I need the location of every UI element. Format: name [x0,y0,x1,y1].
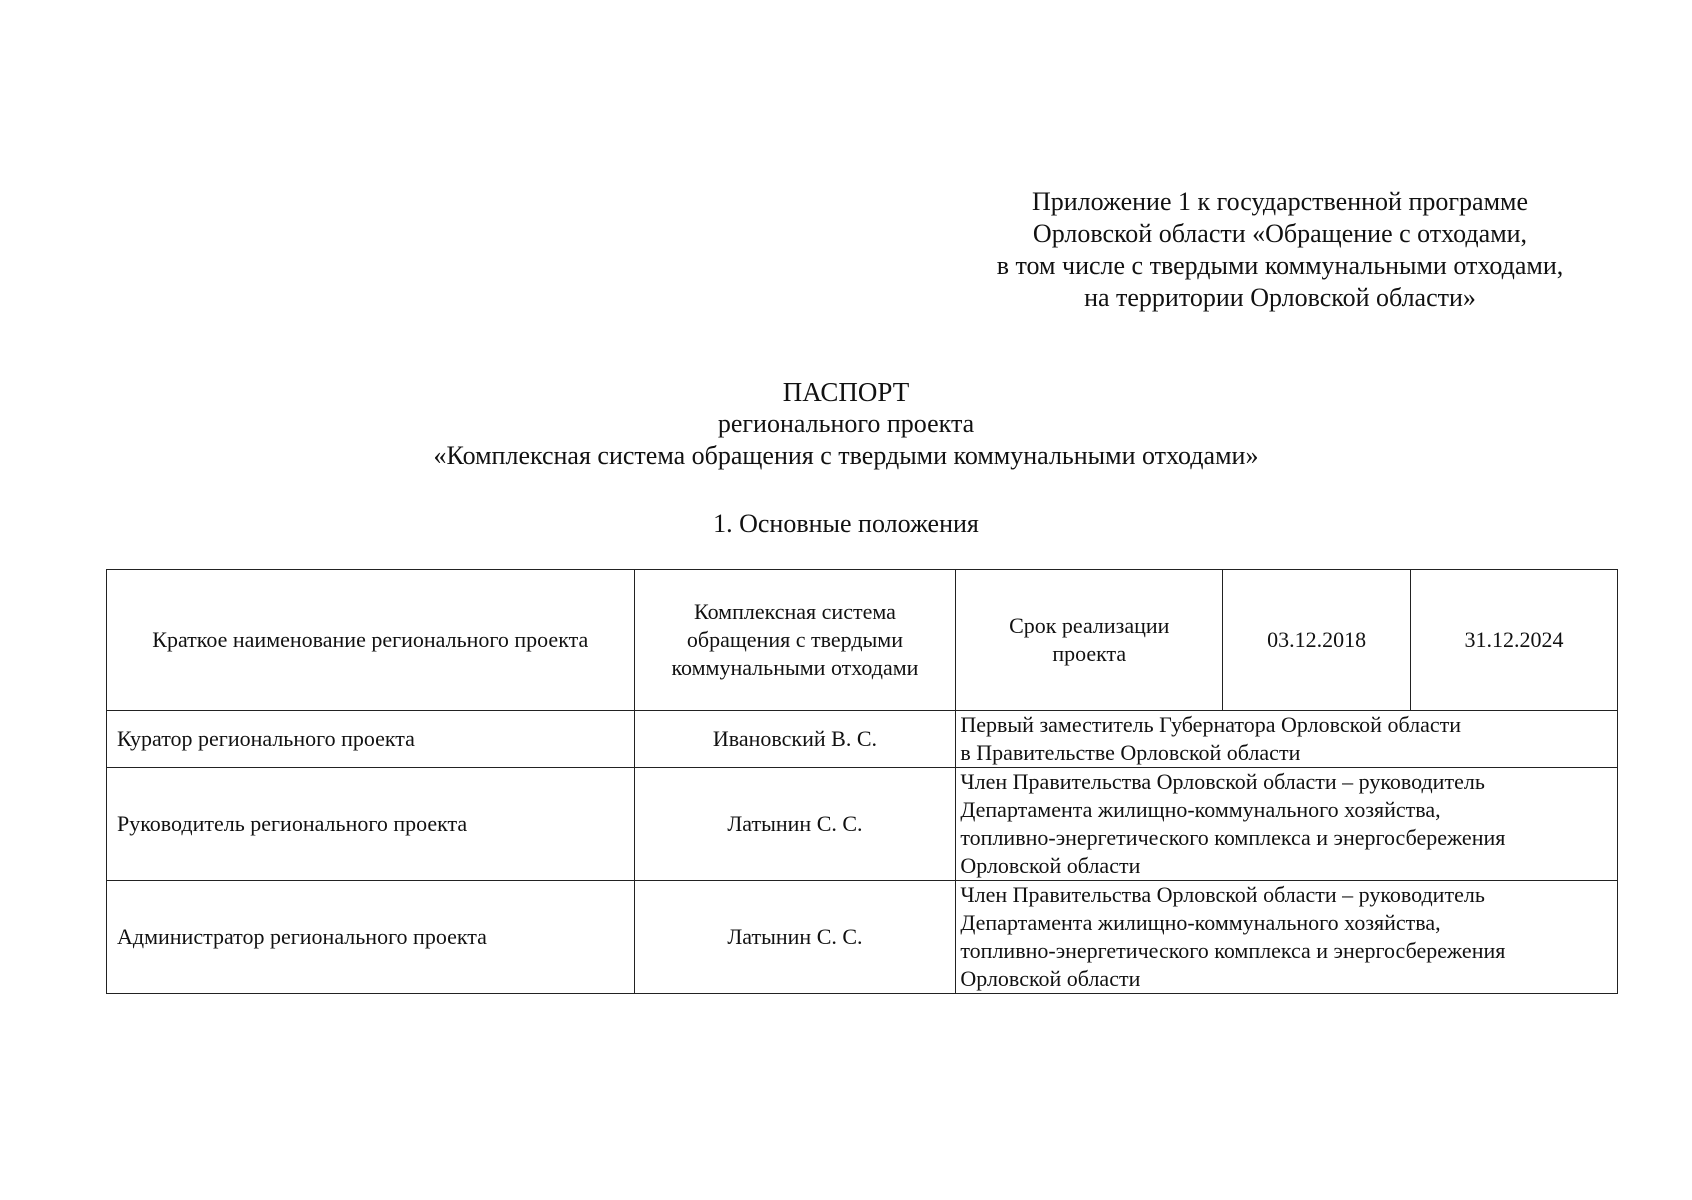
admin-person: Латынин С. С. [634,881,956,994]
appendix-line: в том числе с твердыми коммунальными отходами, [996,251,1564,280]
admin-position-line: Департамента жилищно-коммунального хозяйства, [960,910,1441,935]
table-row-curator [107,711,1618,768]
document-heading [0,376,1692,472]
curator-position [956,711,1618,768]
appendix-line: Приложение 1 к государственной программе [1031,187,1529,216]
head-label: Руководитель регионального проекта [107,768,635,881]
head-position-line: Департамента жилищно-коммунального хозяйства, [960,797,1441,822]
term-label-line: Срок реализации [1009,613,1170,638]
start-date: 03.12.2018 [1223,570,1411,711]
table-row-short-name [107,570,1618,711]
document-subtitle: регионального проекта [717,409,975,438]
head-position-line: Орловской области [960,853,1141,878]
head-position-line: Член Правительства Орловской области – руководитель [960,769,1485,794]
appendix-block [930,186,1630,314]
admin-position [956,881,1618,994]
appendix-line: Орловской области «Обращение с отходами, [1032,219,1528,248]
short-name-value-line: обращения с твердыми [686,627,904,652]
term-label [956,570,1223,711]
head-position-line: топливно-энергетического комплекса и энергосбережения [960,825,1506,850]
table-row-admin [107,881,1618,994]
document-title: ПАСПОРТ [782,377,910,407]
head-person: Латынин С. С. [634,768,956,881]
curator-position-line: Первый заместитель Губернатора Орловской области [960,712,1461,737]
short-name-value-line: Комплексная система [694,599,896,624]
admin-label: Администратор регионального проекта [107,881,635,994]
curator-label: Куратор регионального проекта [107,711,635,768]
passport-table [106,569,1618,994]
short-name-value-line: коммунальными отходами [671,655,919,680]
curator-position-line: в Правительстве Орловской области [960,740,1301,765]
term-label-line: проекта [1052,641,1127,666]
admin-position-line: Орловской области [960,966,1141,991]
table-row-head [107,768,1618,881]
curator-person: Ивановский В. С. [634,711,956,768]
appendix-line: на территории Орловской области» [1084,283,1476,312]
short-name-label: Краткое наименование регионального проекта [107,570,635,711]
admin-position-line: топливно-энергетического комплекса и энергосбережения [960,938,1506,963]
admin-position-line: Член Правительства Орловской области – руководитель [960,882,1485,907]
end-date: 31.12.2024 [1411,570,1618,711]
head-position [956,768,1618,881]
section-title: 1. Основные положения [713,509,979,538]
short-name-value [634,570,956,711]
project-name: «Комплексная система обращения с твердыми коммунальными отходами» [433,441,1259,470]
